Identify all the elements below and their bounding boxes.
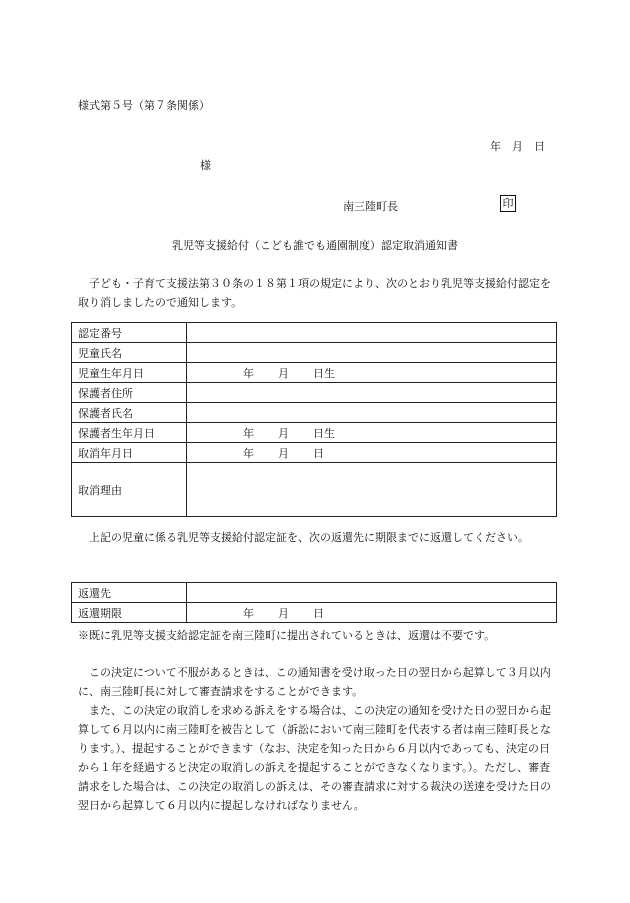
row-value [187, 383, 557, 403]
return-note: ※既に乳児等支援支給認定証を南三陸町に提出されているときは、返還は不要です。 [78, 629, 496, 642]
seal-mark: 印 [500, 195, 516, 212]
table-row [72, 403, 557, 423]
row-label: 返還先 [72, 583, 187, 603]
row-value [187, 323, 557, 343]
row-value [187, 583, 557, 603]
intro-paragraph: 子ども・子育て支援法第３０条の１８第１項の規定により、次のとおり乳児等支援給付認定を取り消しましたので通知します。 [78, 277, 551, 309]
date-month-unit: 月 [278, 426, 289, 440]
issuer-name: 南三陸町長 [343, 200, 398, 213]
addressee-suffix: 様 [200, 159, 211, 172]
date-year-unit: 年 [243, 606, 254, 620]
row-label: 保護者生年月日 [72, 423, 187, 443]
date-month-unit: 月 [278, 606, 289, 620]
row-label: 児童氏名 [72, 343, 187, 363]
table-row [72, 343, 557, 363]
row-value [187, 443, 557, 463]
date-day-unit: 日 [313, 606, 324, 620]
row-label: 保護者住所 [72, 383, 187, 403]
row-value [187, 343, 557, 363]
form-number: 様式第５号（第７条関係） [78, 99, 210, 112]
table-row [72, 583, 557, 603]
row-label: 保護者氏名 [72, 403, 187, 423]
table-row [72, 323, 557, 343]
table-row [72, 423, 557, 443]
row-value [187, 423, 557, 443]
table-row [72, 463, 557, 517]
date-year-unit: 年 [243, 426, 254, 440]
row-label: 取消理由 [72, 463, 187, 517]
row-value [187, 603, 557, 623]
certification-table [71, 322, 557, 517]
row-label: 認定番号 [72, 323, 187, 343]
return-table [71, 582, 557, 623]
date-month-unit: 月 [278, 366, 289, 380]
row-label: 取消年月日 [72, 443, 187, 463]
table-row [72, 603, 557, 623]
date-day-unit: 日 [313, 446, 324, 460]
appeal-paragraph: この決定について不服があるときは、この通知書を受け取った日の翌日から起算して３月以内に、南三陸町長に対して審査請求をすることができます。 [78, 666, 551, 698]
row-label: 児童生年月日 [72, 363, 187, 383]
return-request-paragraph: 上記の児童に係る乳児等支援給付認定証を、次の返還先に期限までに返還してください。 [89, 531, 529, 544]
date-day-unit: 日生 [313, 426, 335, 440]
appeal-paragraph: また、この決定の取消しを求める訴えをする場合は、この決定の通知を受けた日の翌日から起算して６月以内に南三陸町を被告として（訴訟において南三陸町を代表する者は南三陸町長となります。）、提起することができます（なお、決定を知った日から６月以内であっても、決定の日から１年を経過すると決定の取消しの訴えを提起することができなくなります。）。ただし、審査請求をした場合は、この決定の取消しの訴えは、その審査請求に対する裁決の送達を受けた日の翌日から起算して６月以内に提起しなければなりません。 [78, 704, 551, 812]
date-day-unit: 日生 [313, 366, 335, 380]
table-row [72, 363, 557, 383]
row-value [187, 463, 557, 517]
row-label: 返還期限 [72, 603, 187, 623]
issue-date-line: 年 月 日 [490, 140, 545, 153]
table-row [72, 383, 557, 403]
document-title: 乳児等支援給付（こども誰でも通園制度）認定取消通知書 [172, 239, 458, 252]
date-year-unit: 年 [243, 446, 254, 460]
table-row [72, 443, 557, 463]
row-value [187, 363, 557, 383]
appeal-section [78, 663, 558, 815]
row-value [187, 403, 557, 423]
date-month-unit: 月 [278, 446, 289, 460]
date-year-unit: 年 [243, 366, 254, 380]
